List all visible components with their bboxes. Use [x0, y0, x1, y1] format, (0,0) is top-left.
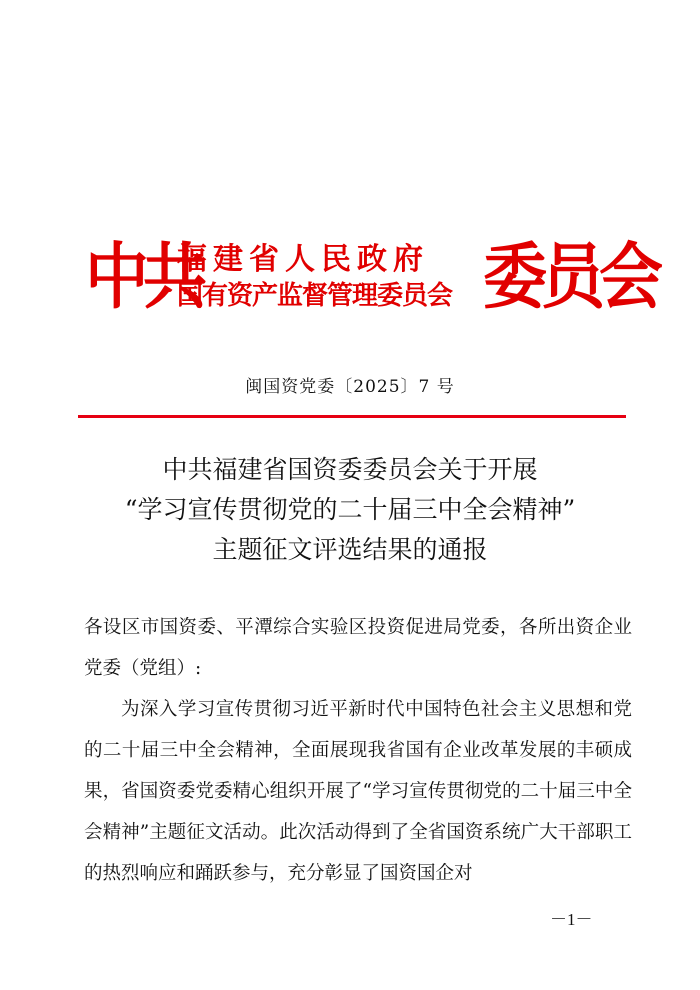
- header-line-1: 福建省人民政府: [177, 242, 429, 277]
- title-line-2: “学习宣传贯彻党的二十届三中全会精神”: [124, 495, 576, 524]
- document-body: [84, 607, 632, 894]
- title-line-1: 中共福建省国资委委员会关于开展: [162, 455, 538, 484]
- header-line-2: 国有资产监督管理委员会: [177, 281, 453, 311]
- body-paragraph-1: 为深入学习宣传贯彻习近平新时代中国特色社会主义思想和党的二十届三中全会精神，全面展现我省国有企业改革发展的丰硕成果，省国资委党委精心组织开展了“学习宣传贯彻党的二十届三中全会精神”主题征文活动。此次活动得到了全省国资系统广大干部职工的热烈响应和踊跃参与，充分彰显了国资国企对: [84, 699, 632, 884]
- document-number: 闽国资党委〔2025〕7 号: [245, 377, 455, 397]
- header-left-text: 中共: [85, 236, 201, 320]
- header-middle: [177, 242, 487, 314]
- document-header: [85, 228, 657, 324]
- document-title: [0, 450, 700, 570]
- title-line-3: 主题征文评选结果的通报: [212, 535, 488, 564]
- salutation: 各设区市国资委、平潭综合实验区投资促进局党委，各所出资企业党委（党组）:: [84, 617, 632, 679]
- header-right-text: 委员会: [483, 236, 657, 320]
- page-number: －1－: [550, 910, 593, 929]
- red-divider: [78, 415, 626, 418]
